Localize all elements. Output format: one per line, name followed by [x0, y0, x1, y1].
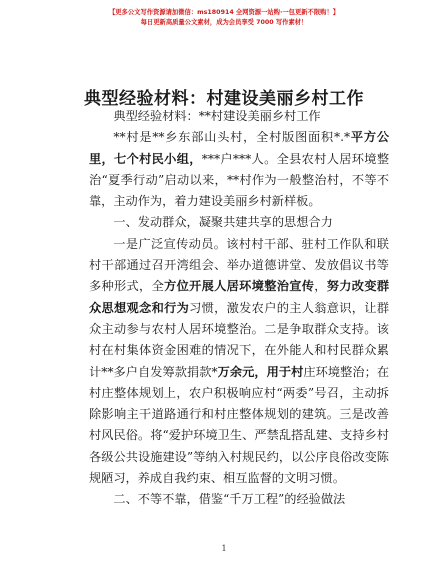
- watermark-banner: [0, 8, 448, 28]
- page-number: 1: [221, 544, 227, 553]
- section-heading-2: 二、不等不靠，借鉴“千万工程”的经验做法: [113, 492, 346, 507]
- para1-text-b: 方位开展人居环境整治宣传: [164, 279, 315, 294]
- section-heading-1: 一、发动群众，凝聚共建共享的思想合力: [113, 215, 333, 230]
- para1-text-a: 一是广泛宣传动员。该村村干部、驻村工作队和联村干部通过召开湾组会、举办道德讲堂、发放倡议书等多种形式，全: [89, 236, 389, 294]
- intro-text-b: 平方公里，七个村民小组，: [89, 130, 390, 166]
- intro-text-a: **村是**乡东部山头村，全村版图面积*.*: [113, 130, 351, 145]
- intro-text-c: ***户***人。全县农村人居环境整治“夏季行动”启动以来，**村作为一般整治村，不等不靠，主动作为，着力建设美丽乡村新样板。: [89, 151, 390, 209]
- para1-text-f: 万余元，用于村: [217, 364, 304, 379]
- document-body: [89, 106, 389, 511]
- para1-text-d: 努力改变群众思想观念和行为: [89, 279, 390, 315]
- document-title: 典型经验材料：村建设美丽乡村工作: [84, 89, 364, 109]
- intro-paragraph: [89, 127, 389, 212]
- banner-line-2: 每日更新高质量公文素材，成为会员享受 7000 写作素材！: [140, 19, 308, 26]
- banner-line-1: 【更多公文写作资源请加微信：ms180914 全网资源一站购·一包更新不限购！】: [108, 9, 340, 16]
- section-paragraph-1: [89, 234, 389, 490]
- para1-text-c: ，: [314, 279, 327, 294]
- para1-text-e: 习惯，激发农户的主人翁意识，让群众主动参与农村人居环境整治。二是争取群众支持。该村在村集体资金困难的情况下，在外能人和村民群众累计**多户自发筹款捐款*: [89, 300, 390, 379]
- subtitle-paragraph: 典型经验材料：**村建设美丽乡村工作: [113, 109, 321, 123]
- para1-text-g: 庄环境整治；在村庄整体规划上，农户积极响应村“两委”号召，主动拆除影响主干道路通行和村庄整体规划的建筑。三是改善村风民俗。将“爱护环境卫生、严禁乱搭乱建、支持乡村各级公共设施建设”等纳入村规民约，以公序良俗改变陈规陋习，养成自我约束、相互监督的文明习惯。: [89, 364, 390, 486]
